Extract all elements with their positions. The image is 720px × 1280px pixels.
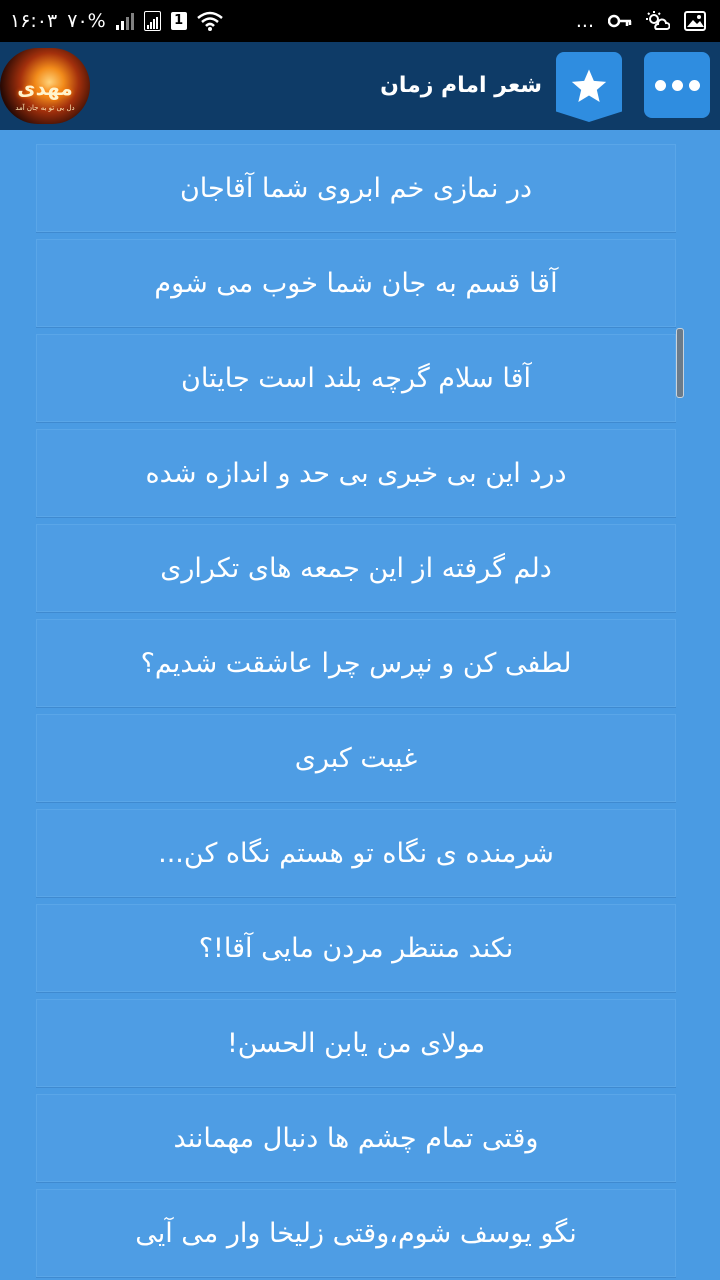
wifi-icon (197, 11, 223, 31)
sim-slot-badge: 1 (171, 12, 187, 30)
list-item[interactable] (36, 809, 676, 897)
more-horizontal-icon (655, 80, 700, 91)
more-notifications: ... (575, 10, 594, 32)
list-item-label: دلم گرفته از این جمعه های تکراری (160, 552, 552, 584)
signal-icon (116, 12, 134, 30)
list-item[interactable] (36, 144, 676, 232)
favorites-button[interactable] (556, 52, 622, 122)
list-item[interactable] (36, 619, 676, 707)
list-item-label: در نمازی خم ابروی شما آقاجان (179, 172, 533, 204)
page-title: شعر امام زمان (380, 73, 542, 98)
list-item-label: غیبت کبری (294, 742, 418, 774)
list-item[interactable] (36, 524, 676, 612)
clock: ۱۶:۰۳ (10, 10, 58, 32)
list-item[interactable] (36, 999, 676, 1087)
status-bar (0, 0, 720, 42)
app-bar (0, 42, 720, 130)
scrollbar[interactable] (676, 328, 684, 398)
list-item-label: آقا سلام گرچه بلند است جایتان (181, 362, 531, 394)
list-item-label: درد این بی خبری بی حد و اندازه شده (145, 457, 567, 489)
list-item[interactable] (36, 904, 676, 992)
list-item[interactable] (36, 429, 676, 517)
list-item-label: وقتی تمام چشم ها دنبال مهمانند (173, 1122, 539, 1154)
list-item[interactable] (36, 1094, 676, 1182)
key-icon (608, 14, 632, 28)
star-icon (569, 67, 609, 107)
app-logo (0, 48, 90, 124)
list-item-label: مولای من یابن الحسن! (226, 1027, 486, 1059)
status-right (576, 0, 706, 42)
list-item-label: آقا قسم به جان شما خوب می شوم (154, 267, 558, 299)
list-item[interactable] (36, 239, 676, 327)
status-left (10, 0, 223, 42)
list-item-label: شرمنده ی نگاه تو هستم نگاه کن... (158, 837, 554, 869)
list-item-label: نکند منتظر مردن مایی آقا!؟ (198, 932, 514, 964)
poem-list (0, 130, 720, 1280)
list-item[interactable] (36, 1189, 676, 1277)
list-item-label: نگو یوسف شوم،وقتی زلیخا وار می آیی (135, 1217, 577, 1249)
list-item-label: لطفی کن و نپرس چرا عاشقت شدیم؟ (140, 647, 572, 679)
menu-button[interactable] (644, 52, 710, 118)
logo-subtext: دل بی تو به جان آمد (15, 104, 75, 112)
weather-icon (646, 11, 670, 31)
logo-text: مهدی (17, 76, 73, 100)
list-item[interactable] (36, 334, 676, 422)
gallery-icon (684, 11, 706, 31)
list-item[interactable] (36, 714, 676, 802)
signal-bars-icon (144, 11, 161, 31)
battery-level: ۷۰% (67, 10, 106, 32)
